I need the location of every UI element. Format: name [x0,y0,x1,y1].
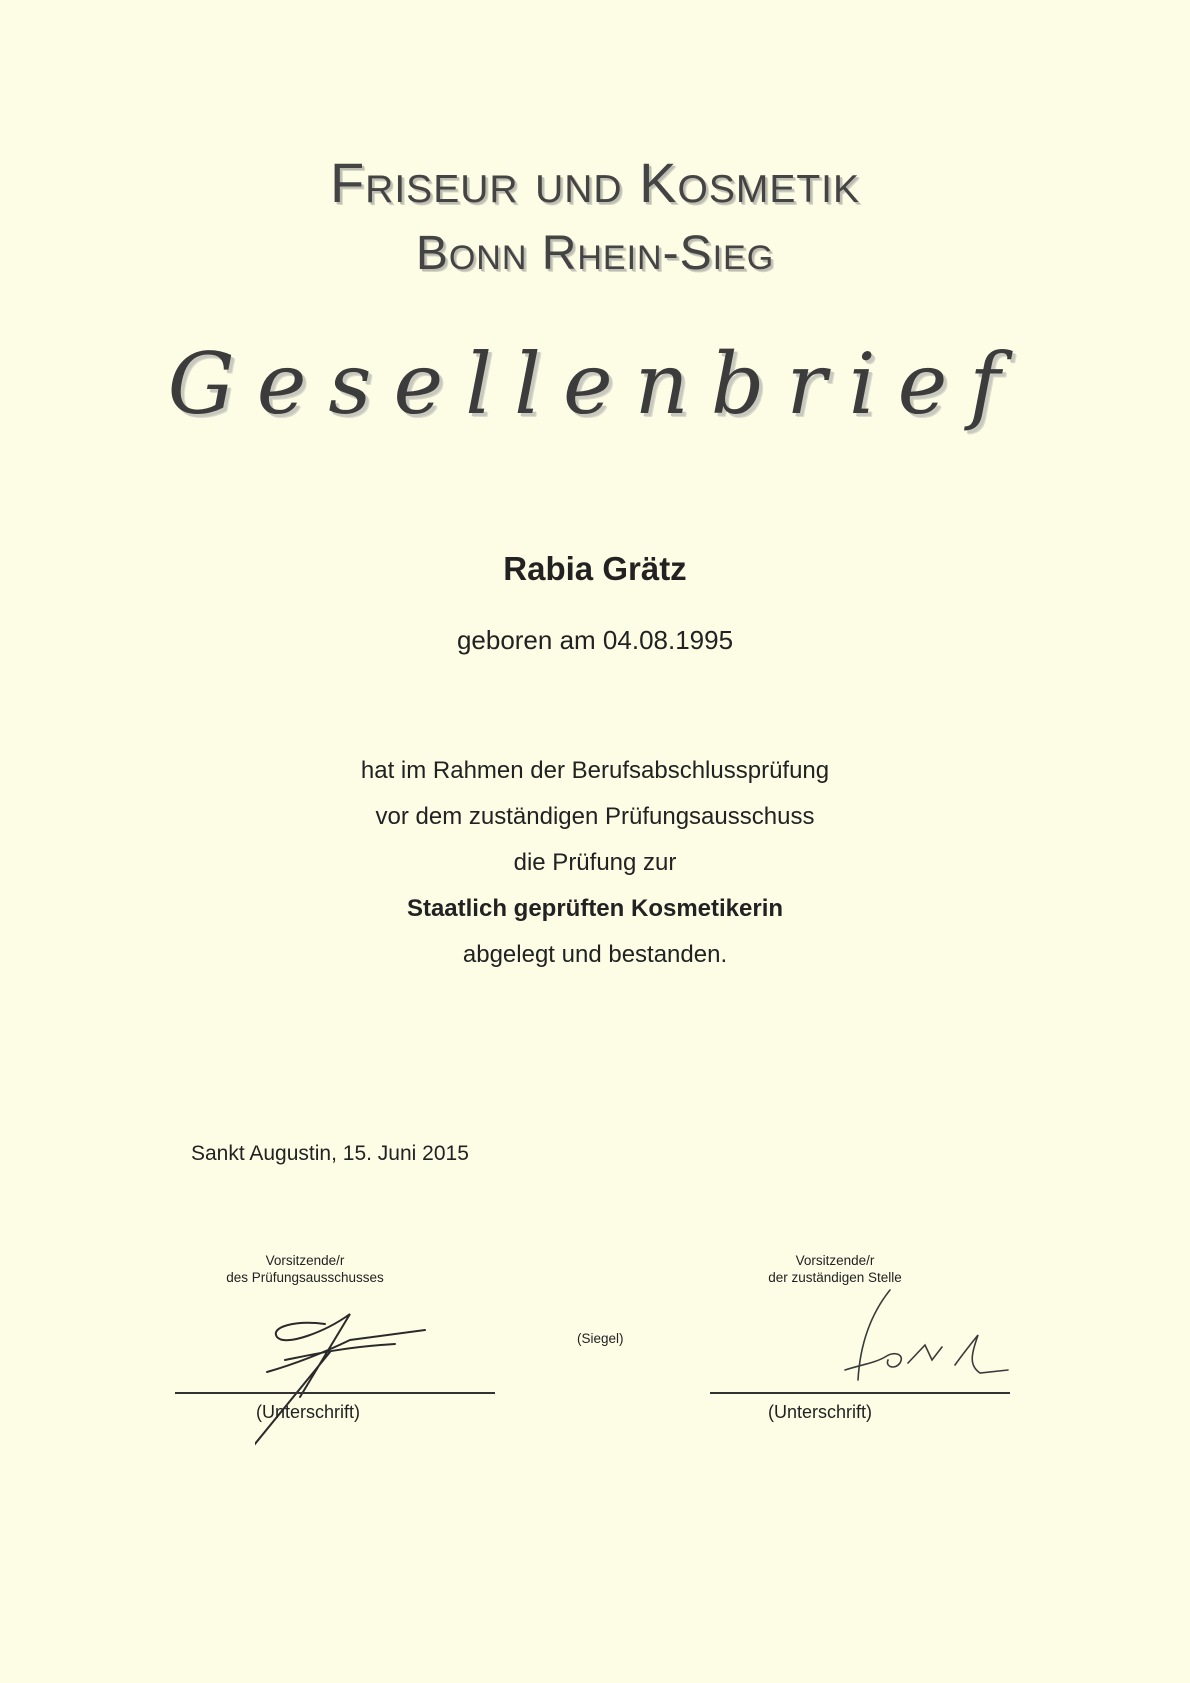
left-signatory-role [180,1252,430,1286]
certificate-body [0,748,1190,978]
right-signature-icon [830,1285,1020,1395]
qualification-title: Staatlich geprüften Kosmetikerin [406,895,784,922]
birth-date-line: geboren am 04.08.1995 [456,625,734,655]
body-line-1: hat im Rahmen der Berufsabschlussprüfung [360,757,830,784]
body-line-2: vor dem zuständigen Prüfungsausschuss [375,803,815,830]
left-signature-caption: (Unterschrift) [256,1402,361,1422]
right-signature-caption: (Unterschrift) [768,1402,873,1422]
document-title: Gesellenbrief [167,335,1023,433]
body-line-5: abgelegt und bestanden. [462,941,728,968]
body-line-3: die Prüfung zur [513,849,677,876]
place-and-date: Sankt Augustin, 15. Juni 2015 [191,1142,469,1165]
organization-name-line1: Friseur und Kosmetik [329,151,861,214]
right-signature-line [710,1392,1010,1394]
seal-placeholder: (Siegel) [577,1331,624,1346]
left-signature-icon [255,1302,435,1452]
left-role-line1: Vorsitzende/r [265,1253,345,1268]
left-role-line2: des Prüfungsausschusses [226,1270,384,1285]
right-signatory-role [735,1252,935,1286]
right-role-line2: der zuständigen Stelle [768,1270,902,1285]
recipient-name: Rabia Grätz [503,550,687,587]
left-signature-line [175,1392,495,1394]
organization-name-line2: Bonn Rhein-Sieg [415,227,775,280]
right-role-line1: Vorsitzende/r [795,1253,875,1268]
